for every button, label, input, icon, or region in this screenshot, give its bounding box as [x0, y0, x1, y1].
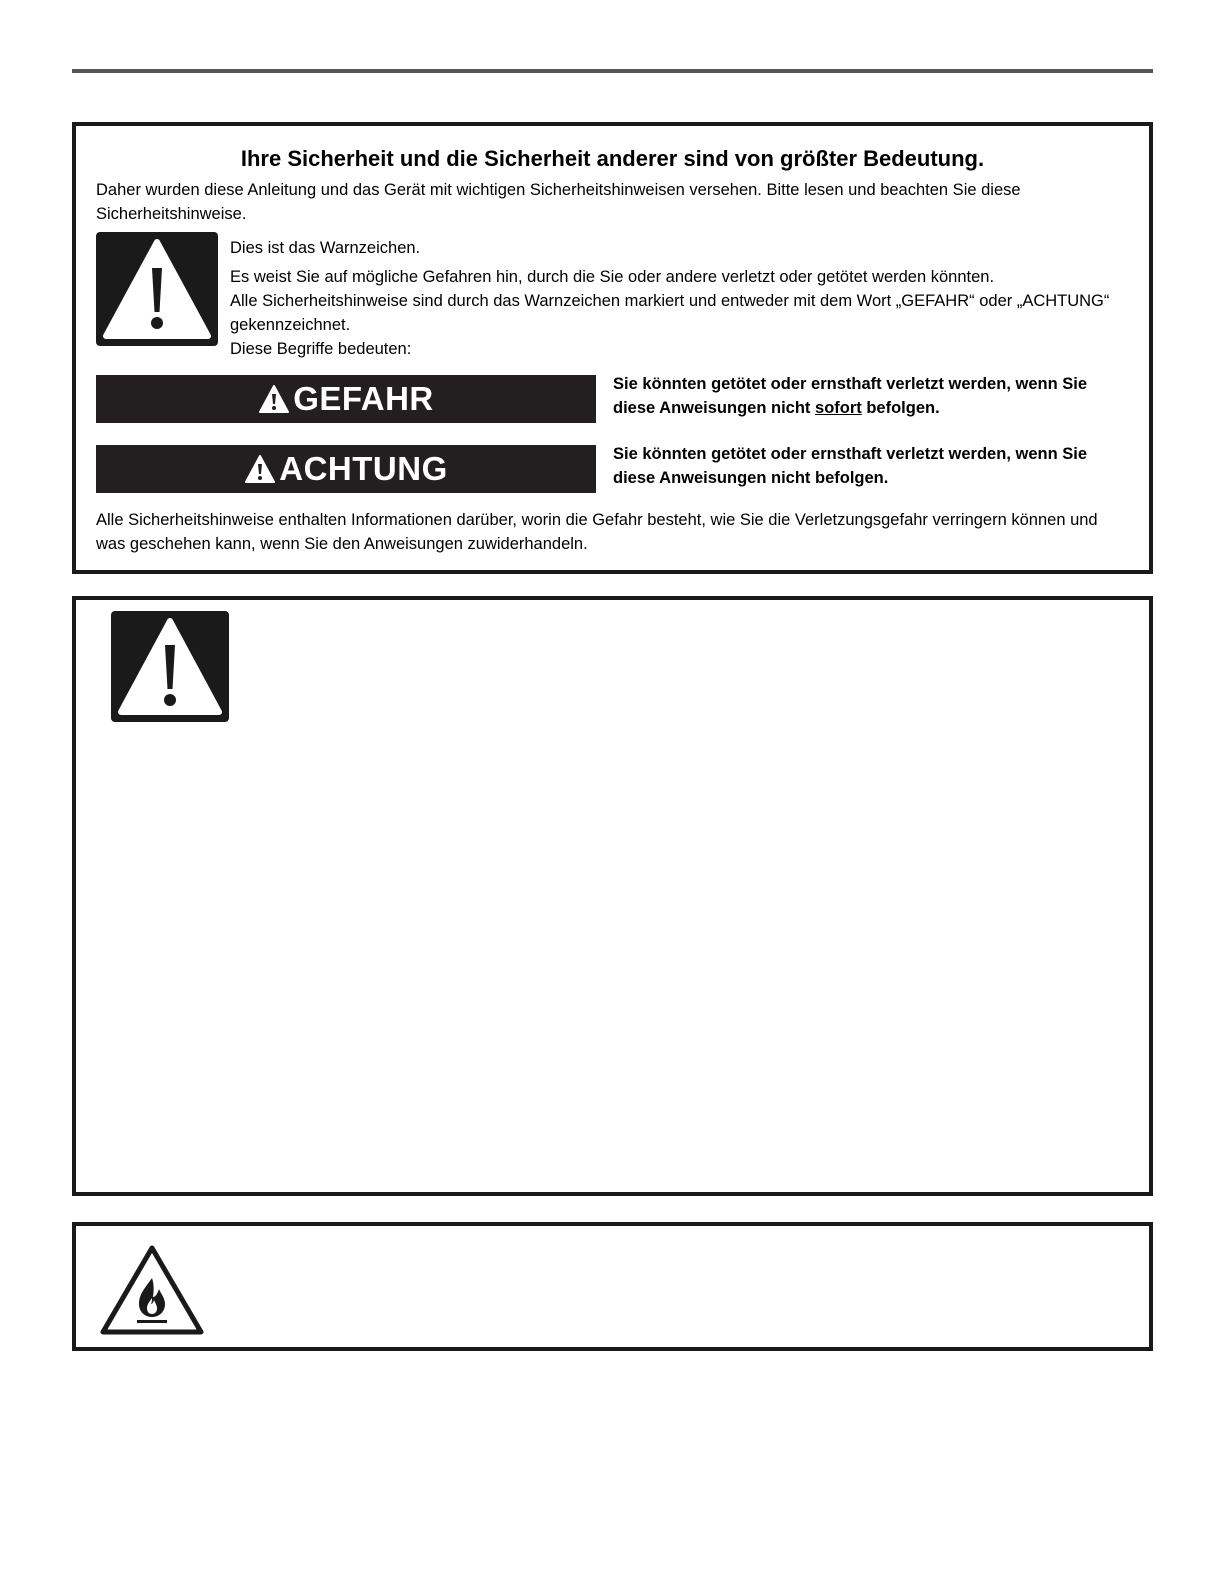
danger-label: GEFAHR: [293, 380, 434, 417]
warning-triangle-icon: [111, 611, 229, 722]
warning-symbol-explanation: [230, 236, 1129, 361]
symbol-line: Alle Sicherheitshinweise sind durch das Warnzeichen markiert und entweder mit dem Wort „GEFAHR“ oder „ACHTUNG“ gekennzeichnet.: [230, 292, 1110, 334]
danger-text-start: Sie könnten getötet oder ernsthaft verletzt werden, wenn Sie diese Anweisungen nicht: [613, 375, 1088, 417]
safety-intro: Daher wurden diese Anleitung und das Gerät mit wichtigen Sicherheitshinweisen versehen. Bitte lesen und beachten Sie diese Sicherheitshinweise.: [96, 181, 1021, 223]
warning-signal-bar: [96, 445, 596, 493]
flammable-fire-icon: [98, 1242, 206, 1338]
danger-signal-bar: [96, 375, 596, 423]
safety-information-box: [72, 122, 1153, 574]
danger-description: [613, 372, 1133, 420]
safety-heading: Ihre Sicherheit und die Sicherheit anderer sind von größter Bedeutung.: [240, 146, 985, 171]
warning-triangle-icon: [244, 454, 276, 484]
safety-closing-text: Alle Sicherheitshinweise enthalten Informationen darüber, worin die Gefahr besteht, wie Sie die Verletzungsgefahr verringern können und was geschehen kann, wenn Sie den Anweisungen zuwiderhandeln.: [96, 511, 1098, 553]
symbol-line: Es weist Sie auf mögliche Gefahren hin, durch die Sie oder andere verletzt oder getötet werden könnten.: [230, 268, 995, 286]
symbol-line: Diese Begriffe bedeuten:: [230, 340, 412, 358]
warning-triangle-icon: [96, 232, 218, 346]
symbol-line: Dies ist das Warnzeichen.: [230, 239, 421, 257]
danger-text-underlined: sofort: [815, 399, 862, 417]
top-rule: [72, 69, 1153, 73]
warning-label: ACHTUNG: [279, 450, 448, 487]
warning-description: Sie könnten getötet oder ernsthaft verletzt werden, wenn Sie diese Anweisungen nicht befolgen.: [613, 445, 1088, 487]
warning-box: [72, 596, 1153, 1196]
fire-hazard-box: [72, 1222, 1153, 1351]
danger-text-end: befolgen.: [861, 399, 940, 417]
warning-triangle-icon: [258, 384, 290, 414]
